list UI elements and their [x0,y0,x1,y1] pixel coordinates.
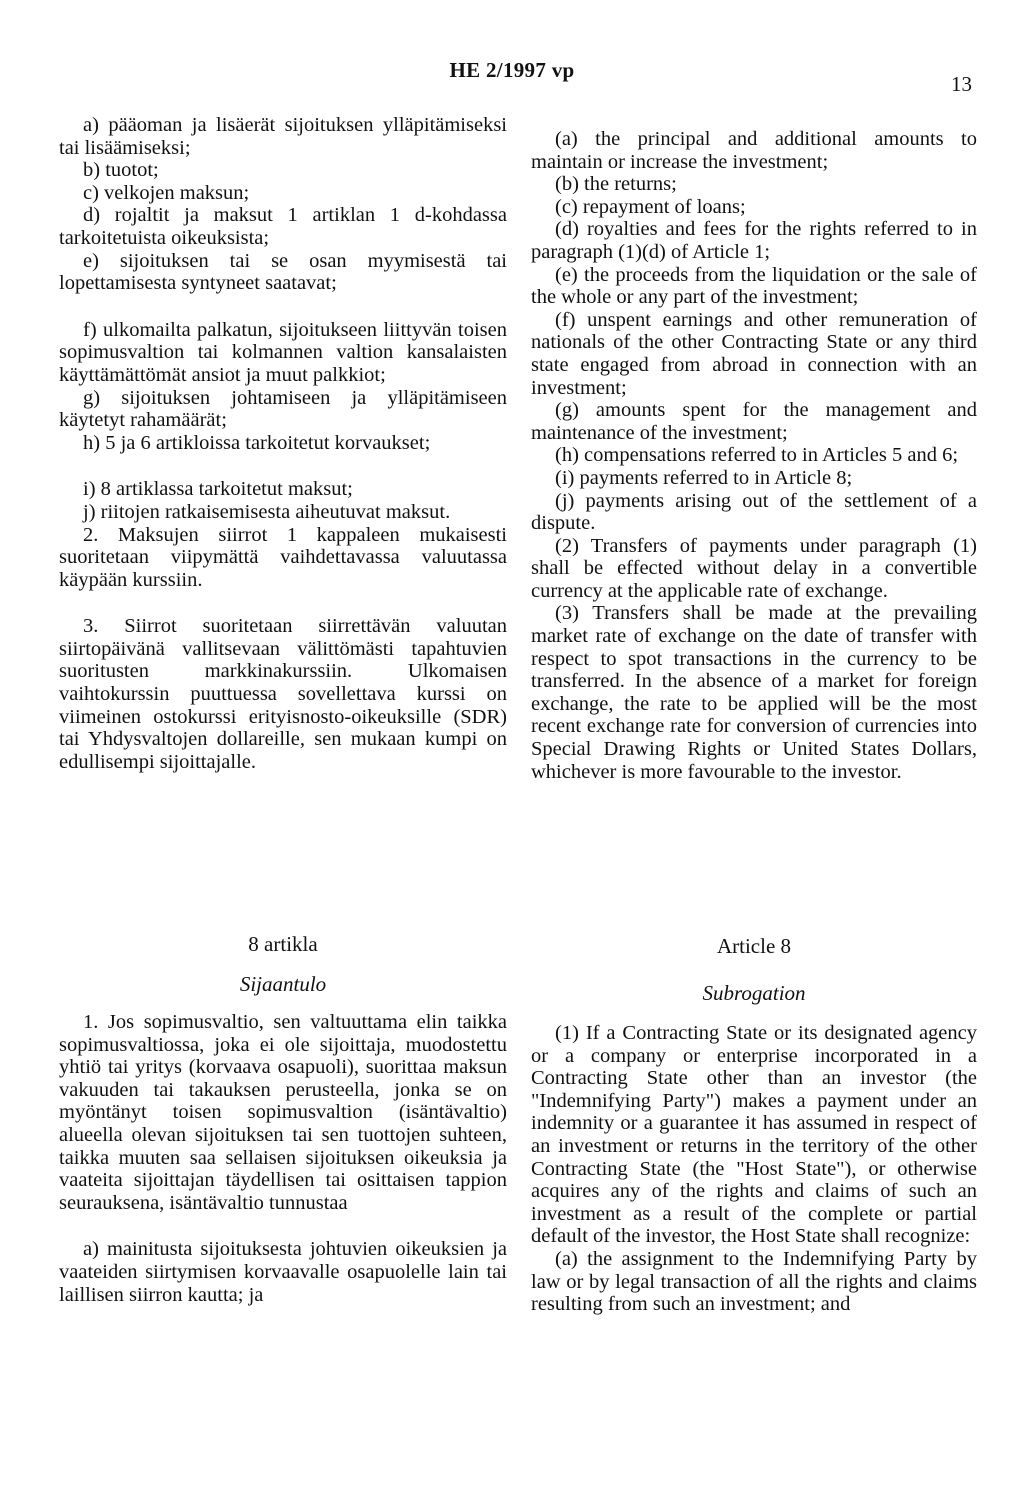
paragraph-en-d: (d) royalties and fees for the rights referred to in paragraph (1)(d) of Article 1; [531,218,977,263]
paragraph-fi-j: j) riitojen ratkaisemisesta aiheutuvat maksut. [83,500,451,523]
paragraph-fi-3: 3. Siirrot suoritetaan siirrettävän valuutan siirtopäivänä vallitsevaan välittömästi tapahtuvien suoritusten markkinakurssiin. Ulkomaisen vaihtokurssin puuttuessa sovellettava kurssi on viimeinen ostokurssi erityisnosto-oikeuksille (SDR) tai Yhdysvaltojen dollareille, sen mukaan kumpi on edullisempi sijoittajalle. [59,615,507,773]
paragraph-fi-f: f) ulkomailta palkatun, sijoitukseen liittyvän toisen sopimusvaltion tai kolmannen valtion kansalaisten käyttämättömät ansiot ja muut palkkiot; [59,318,507,386]
right-column-bottom [531,1022,977,1316]
paragraph-en-art8-1: (1) If a Contracting State or its designated agency or a company or enterprise incorporated in a Contracting State other than an investor (the "Indemnifying Party") makes a payment under an indemnity or a guarantee it has assumed in respect of an investment or returns in the territory of the other Contracting State (the "Host State"), or otherwise acquires any of the rights and claims of such an investment as a result of the complete or partial default of the investor, the Host State shall recognize: [531,1022,977,1248]
paragraph-fi-a: a) pääoman ja lisäerät sijoituksen ylläpitämiseksi tai lisäämiseksi; [59,114,507,159]
paragraph-fi-g: g) sijoituksen johtamiseen ja ylläpitämiseen käytetyt rahamäärät; [59,386,507,432]
left-column-top [59,114,507,773]
paragraph-fi-d: d) rojaltit ja maksut 1 artiklan 1 d-kohdassa tarkoitetuista oikeuksista; [59,204,507,249]
article-title-fi: Sijaantulo [239,972,327,996]
paragraph-en-2: (2) Transfers of payments under paragraph (1) shall be effected without delay in a convertible currency at the applicable rate of exchange. [531,534,977,602]
paragraph-en-a: (a) the principal and additional amounts to maintain or increase the investment; [531,128,977,173]
paragraph-fi-art8-1: 1. Jos sopimusvaltio, sen valtuuttama elin taikka sopimusvaltiossa, joka ei ole sijoittaja, muodostettu yhtiö tai yritys (korvaava osapuoli), suorittaa maksun vakuuden tai takauksen perusteella, jonka se on myöntänyt toisen sopimusvaltion (isäntävaltio) alueella olevan sijoituksen tai sen tuottojen suhteen, taikka muuten saa sellaisen sijoituksen oikeuksia ja vaateita sijoittajan täydellisen tai osittaisen tappion seurauksena, isäntävaltio tunnustaa [59,1011,507,1214]
paragraph-fi-c: c) velkojen maksun; [83,181,250,204]
paragraph-en-i: (i) payments referred to in Article 8; [555,466,853,489]
paragraph-fi-b: b) tuotot; [83,159,159,182]
paragraph-en-art8-a: (a) the assignment to the Indemnifying Party by law or by legal transaction of all the rights and claims resulting from such an investment; and [531,1247,977,1316]
paragraph-fi-art8-a: a) mainitusta sijoituksesta johtuvien oikeuksien ja vaateiden siirtymisen korvaavalle osapuolelle lain tai laillisen siirron kautta; ja [59,1238,507,1306]
paragraph-en-b: (b) the returns; [555,173,677,196]
article-number-fi: 8 artikla [248,932,318,956]
paragraph-en-c: (c) repayment of loans; [555,195,746,218]
paragraph-en-3: (3) Transfers shall be made at the prevailing market rate of exchange on the date of transfer with respect to spot transactions in the currency to be transferred. In the absence of a market for foreign exchange, the rate to be applied will be the most recent exchange rate for conversion of currencies into Special Drawing Rights or United States Dollars, whichever is more favourable to the investor. [531,602,977,783]
article-number-en: Article 8 [716,934,792,958]
paragraph-en-e: (e) the proceeds from the liquidation or the sale of the whole or any part of the investment; [531,263,977,309]
page-number: 13 [951,72,972,96]
paragraph-en-h: (h) compensations referred to in Articles 5 and 6; [555,444,959,467]
left-column-bottom [59,1011,507,1306]
paragraph-en-g: (g) amounts spent for the management and maintenance of the investment; [531,399,977,444]
article-title-en: Subrogation [702,981,806,1005]
paragraph-fi-e: e) sijoituksen tai se osan myymisestä tai lopettamisesta syntyneet saatavat; [59,249,507,295]
document-header-title: HE 2/1997 vp [449,58,575,82]
paragraph-fi-i: i) 8 artiklassa tarkoitetut maksut; [83,478,353,501]
right-column-top [531,128,977,783]
paragraph-en-f: (f) unspent earnings and other remuneration of nationals of the other Contracting State or any third state engaged from abroad in connection with an investment; [531,308,977,399]
paragraph-fi-h: h) 5 ja 6 artikloissa tarkoitetut korvaukset; [83,431,431,454]
paragraph-en-j: (j) payments arising out of the settlement of a dispute. [531,489,977,535]
paragraph-fi-2: 2. Maksujen siirrot 1 kappaleen mukaisesti suoritetaan viipymättä vaihdettavassa valuutassa käypään kurssiin. [59,523,507,591]
